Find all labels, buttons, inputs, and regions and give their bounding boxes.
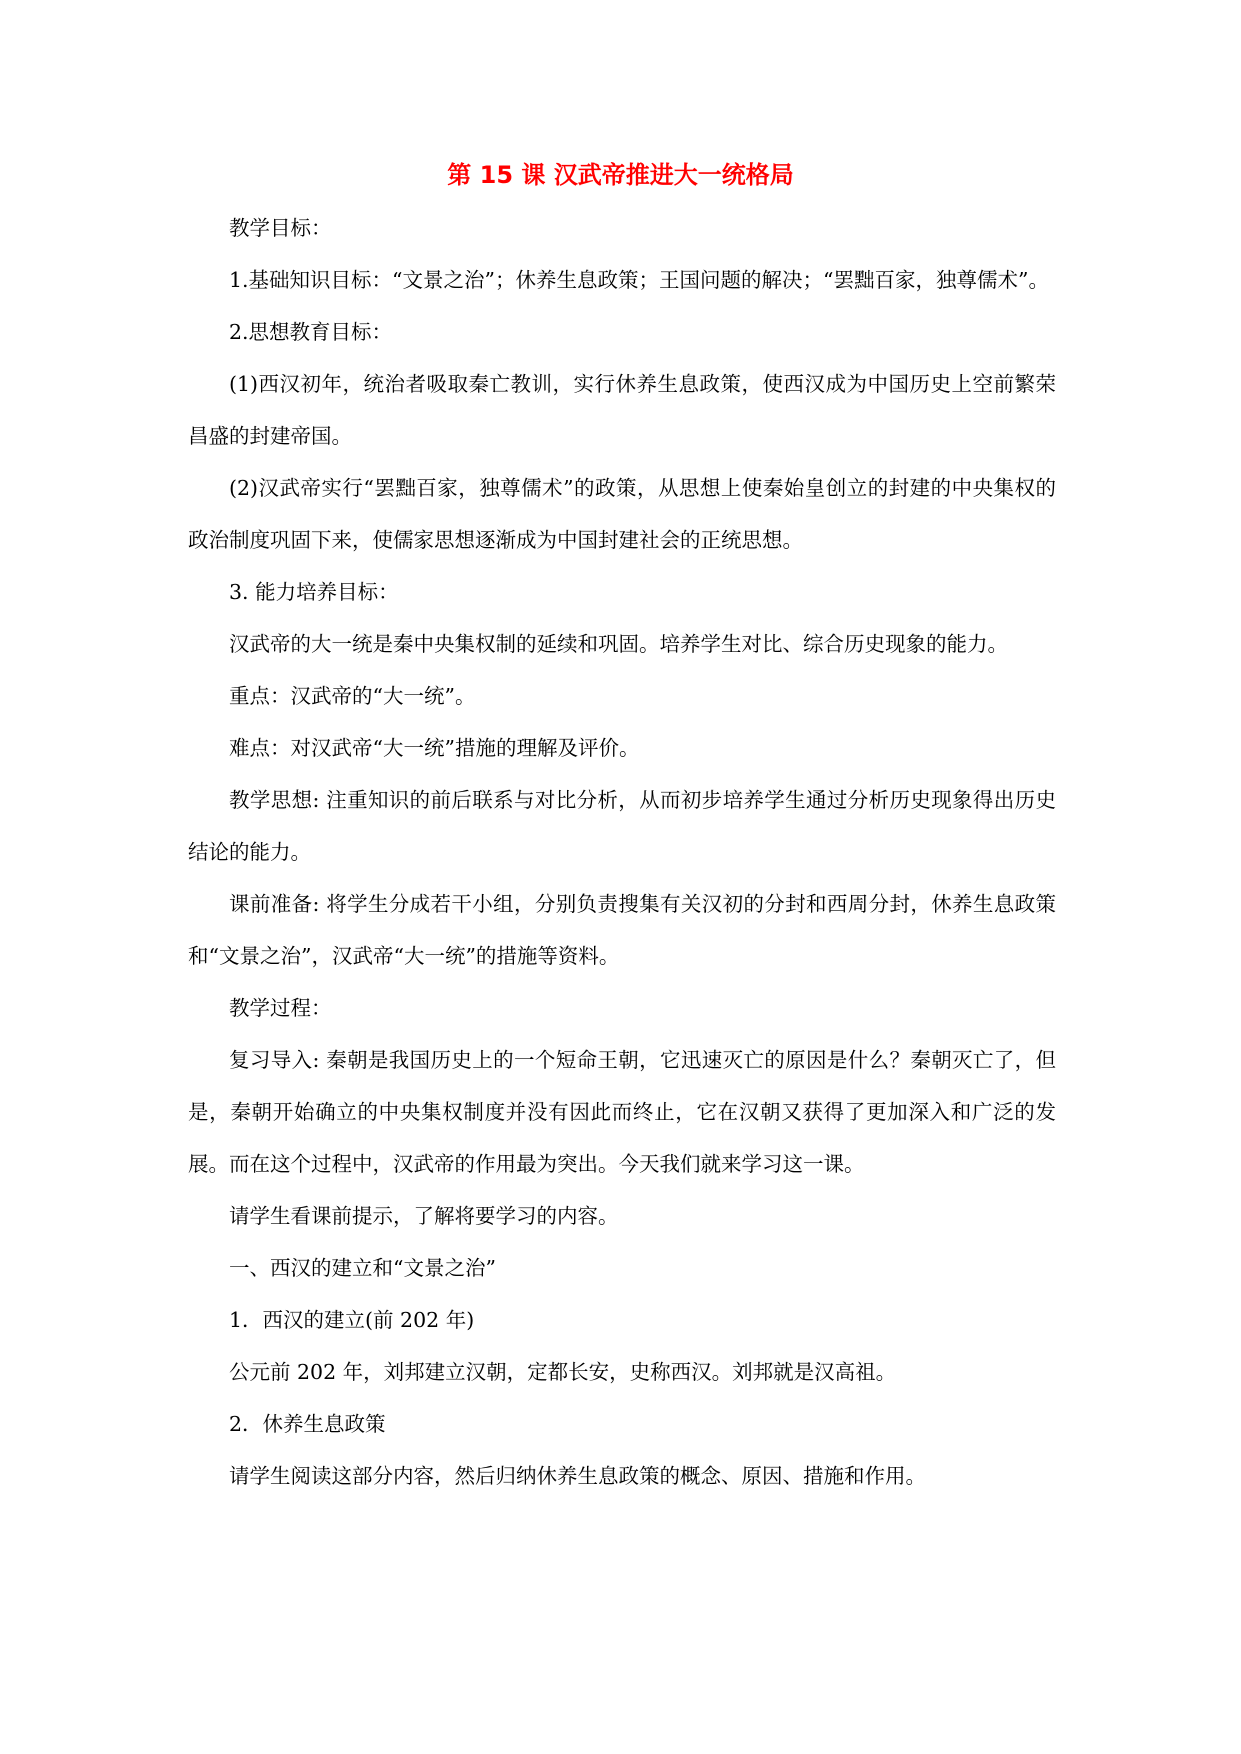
paragraph-reading-task: 请学生阅读这部分内容，然后归纳休养生息政策的概念、原因、措施和作用。: [229, 1464, 926, 1488]
paragraph-knowledge-goal: 1.基础知识目标：“文景之治”；休养生息政策；王国问题的解决；“罢黜百家，独尊儒术”。: [229, 268, 1049, 292]
subsection-heading-1: 1．西汉的建立(前 202 年): [229, 1308, 475, 1332]
paragraph-ideology-goal-2: (2)汉武帝实行“罢黜百家，独尊儒术”的政策，从思想上使秦始皇创立的封建的中央集权的政治制度巩固下来，使儒家思想逐渐成为中国封建社会的正统思想。: [188, 476, 1056, 552]
paragraph-key-point: 重点：汉武帝的“大一统”。: [229, 684, 476, 708]
paragraph-ideology-goal-1: (1)西汉初年，统治者吸取秦亡教训，实行休养生息政策，使西汉成为中国历史上空前繁荣昌盛的封建帝国。: [188, 372, 1056, 448]
paragraph-teaching-idea: 教学思想: 注重知识的前后联系与对比分析，从而初步培养学生通过分析历史现象得出历史结论的能力。: [188, 788, 1056, 864]
paragraph-process-heading: 教学过程：: [229, 996, 332, 1020]
paragraph-preparation: 课前准备: 将学生分成若干小组，分别负责搜集有关汉初的分封和西周分封，休养生息政策和“文景之治”，汉武帝“大一统”的措施等资料。: [188, 892, 1056, 968]
subsection-heading-2: 2．休养生息政策: [229, 1412, 386, 1436]
paragraph-western-han-founding: 公元前 202 年，刘邦建立汉朝，定都长安，史称西汉。刘邦就是汉高祖。: [229, 1360, 897, 1384]
paragraph-review-intro: 复习导入: 秦朝是我国历史上的一个短命王朝，它迅速灭亡的原因是什么？秦朝灭亡了，但是，秦朝开始确立的中央集权制度并没有因此而终止，它在汉朝又获得了更加深入和广泛的发展。而在这个过程中，汉武帝的作用最为突出。今天我们就来学习这一课。: [188, 1048, 1056, 1176]
paragraph-ability-goal-heading: 3. 能力培养目标：: [229, 580, 399, 604]
document-title: 第 15 课 汉武帝推进大一统格局: [447, 161, 794, 189]
document-body: [188, 202, 1056, 1502]
paragraph-ideology-goal-heading: 2.思想教育目标：: [229, 320, 393, 344]
section-heading-1: 一、西汉的建立和“文景之治”: [229, 1256, 496, 1280]
paragraph-difficult-point: 难点：对汉武帝“大一统”措施的理解及评价。: [229, 736, 640, 760]
paragraph-preview-instruction: 请学生看课前提示，了解将要学习的内容。: [229, 1204, 619, 1228]
paragraph-teaching-goals-heading: 教学目标：: [229, 216, 332, 240]
paragraph-ability-goal: 汉武帝的大一统是秦中央集权制的延续和巩固。培养学生对比、综合历史现象的能力。: [229, 632, 1008, 656]
